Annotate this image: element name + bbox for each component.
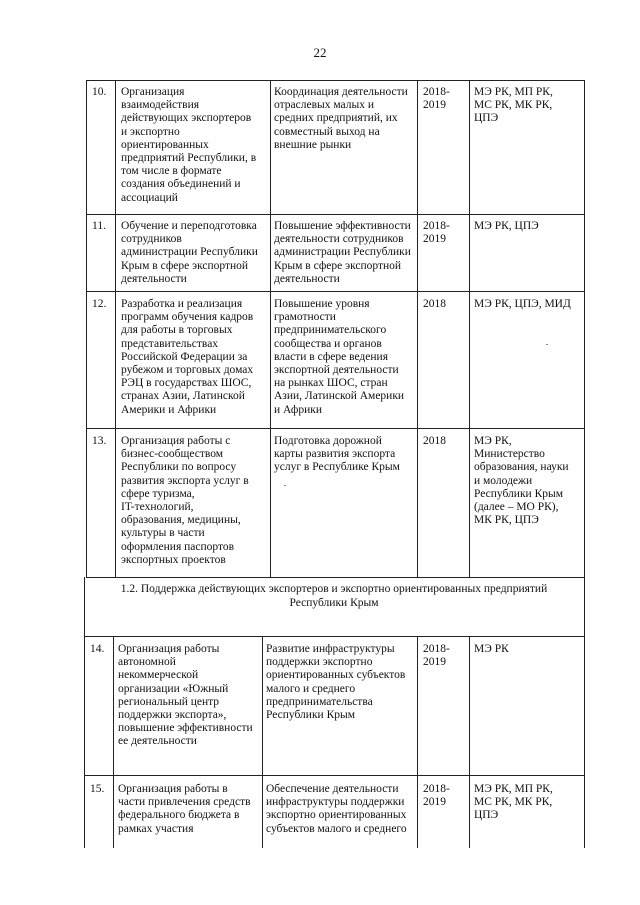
page-number: 22	[313, 45, 327, 60]
executor-cell: МЭ РК, МП РК, МС РК, МК РК, ЦПЭ	[474, 783, 553, 822]
period-cell: 2018- 2019	[423, 220, 450, 246]
row-number: 10.	[92, 86, 107, 98]
result-cell: Координация деятельности отраслевых малых и средних предприятий, их совместный выход на внешние рынки	[274, 86, 408, 151]
period-cell: 2018- 2019	[423, 643, 450, 669]
result-cell: Повышение уровня грамотности предпринимательского сообщества и органов власти в сфере ведения экспортной деятельности на рынках ШОС, стран Азии, Латинской Америки и Африки	[274, 298, 405, 416]
row-number: 13.	[92, 435, 107, 447]
result-cell: Повышение эффективности деятельности сотрудников администрации Республики Крым в сфере экспортной деятельности	[274, 220, 411, 285]
period-cell: 2018	[423, 435, 446, 447]
result-cell: Подготовка дорожной карты развития экспорта услуг в Республике Крым	[274, 435, 400, 474]
row-number: 11.	[92, 220, 106, 232]
executor-cell: МЭ РК, Министерство образования, науки и молодежи Республики Крым (далее – МО РК), МК РК, ЦПЭ	[474, 435, 569, 527]
action-cell: Обучение и переподготовка сотрудников администрации Республики Крым в сфере экспортной деятельности	[121, 220, 258, 285]
executor-cell: МЭ РК, ЦПЭ	[474, 220, 539, 232]
action-cell: Организация работы с бизнес-сообществом Республики по вопросу развития экспорта услуг в сфере туризма, IT-технологий, образования, медицины, культуры в части оформления паспортов экспортных проектов	[121, 435, 249, 566]
row-number: 12.	[92, 298, 107, 310]
result-cell: Обеспечение деятельности инфраструктуры поддержки экспортно ориентированных субъектов малого и среднего	[266, 783, 407, 835]
period-cell: 2018	[423, 298, 446, 310]
result-cell: Развитие инфраструктуры поддержки экспортно ориентированных субъектов малого и среднего предпринимательства Республики Крым	[266, 643, 406, 722]
period-cell: 2018- 2019	[423, 783, 450, 809]
action-cell: Разработка и реализация программ обучения кадров для работы в торговых представительствах Российской Федерации за рубежом и торговых домах РЭЦ в государствах ШОС, странах Азии, Латинской Америки и Африки	[121, 298, 254, 416]
scan-speck	[546, 344, 548, 345]
action-cell: Организация работы автономной некоммерческой организации «Южный региональный центр поддержки экспорта», повышение эффективности ее деятельности	[118, 643, 253, 748]
executor-cell: МЭ РК	[474, 643, 509, 655]
row-number: 15.	[90, 783, 105, 795]
section-heading: 1.2. Поддержка действующих экспортеров и экспортно ориентированных предприятий Республики Крым	[120, 583, 548, 609]
period-cell: 2018- 2019	[423, 86, 450, 112]
executor-cell: МЭ РК, МП РК, МС РК, МК РК, ЦПЭ	[474, 86, 553, 125]
row-number: 14.	[90, 643, 105, 655]
action-cell: Организация взаимодействия действующих экспортеров и экспортно ориентированных предприятий Республики, в том числе в формате создания объединений и ассоциаций	[121, 86, 257, 204]
executor-cell: МЭ РК, ЦПЭ, МИД	[474, 298, 571, 310]
action-cell: Организация работы в части привлечения средств федерального бюджета в рамках участия	[118, 783, 251, 835]
scan-speck	[284, 485, 286, 486]
